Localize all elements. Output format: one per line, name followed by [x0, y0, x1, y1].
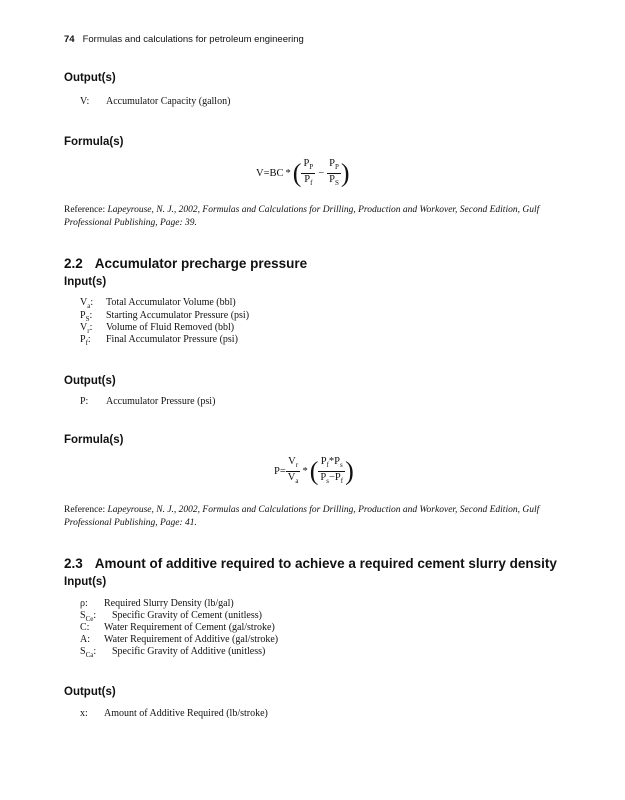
output-item — [80, 96, 230, 107]
input-item: ρ: Required Slurry Density (lb/gal) — [80, 598, 234, 609]
running-head — [64, 34, 304, 45]
output-item: P: Accumulator Pressure (psi) — [80, 396, 216, 407]
input-item: C: Water Requirement of Cement (gal/stroke) — [80, 622, 275, 633]
reference-2-2: Reference: Lapeyrouse, N. J., 2002, Formulas and Calculations for Drilling, Production and Workover, Second Edition, Gulf Professional Publishing, Page: 41. — [64, 505, 540, 528]
output-symbol: V: — [80, 96, 90, 107]
page-number: 74 — [64, 34, 75, 45]
input-item: A: Water Requirement of Additive (gal/stroke) — [80, 634, 279, 645]
book-title: Formulas and calculations for petroleum engineering — [82, 34, 304, 45]
input-item: $S_{Ce}$: Specific Gravity of Cement (unitless) — [80, 610, 262, 623]
input-item: $V_a$: Total Accumulator Volume (bbl) — [80, 297, 236, 310]
fraction: $\frac{P_P}{P_f}$ — [303, 158, 314, 188]
input-item: $S_{Ca}$: Specific Gravity of Additive (unitless) — [80, 646, 266, 659]
formula-accumulator-pressure: P= $\frac{V_r}{V_a}$ *( $\frac{P_f*P_s}{P_s-P_f}$ ) — [274, 456, 354, 486]
section-title-2-2: 2.2 Accumulator precharge pressure — [64, 256, 308, 271]
formula-heading-2-2: Formula(s) — [64, 434, 124, 446]
output-label: Accumulator Capacity (gallon) — [106, 96, 231, 107]
reference-prev: Reference: Lapeyrouse, N. J., 2002, Formulas and Calculations for Drilling, Production and Workover, Second Edition, Gulf Professional Publishing, Page: 39. — [64, 205, 540, 228]
input-item: $P_S$: Starting Accumulator Pressure (psi) — [80, 310, 250, 323]
fraction: $\frac{P_f*P_s}{P_s-P_f}$ — [320, 456, 344, 486]
output-heading-prev: Output(s) — [64, 72, 116, 84]
input-item: $P_f$: Final Accumulator Pressure (psi) — [80, 334, 238, 347]
fraction: $\frac{V_r}{V_a}$ — [287, 456, 299, 486]
formula-accumulator-capacity: V=BC *( $\frac{P_P}{P_f}$ − $\frac{P_P}{P_S}$ ) — [256, 158, 350, 188]
input-heading-2-3: Input(s) — [64, 576, 107, 588]
output-heading-2-2: Output(s) — [64, 375, 116, 387]
formula-heading-prev: Formula(s) — [64, 136, 124, 148]
input-item: $V_r$: Volume of Fluid Removed (bbl) — [80, 322, 235, 335]
output-heading-2-3: Output(s) — [64, 686, 116, 698]
fraction: $\frac{P_P}{P_S}$ — [329, 158, 339, 188]
input-heading-2-2: Input(s) — [64, 276, 107, 288]
output-item: x: Amount of Additive Required (lb/stroke) — [80, 708, 268, 719]
section-title-2-3: 2.3 Amount of additive required to achieve a required cement slurry density — [64, 556, 557, 571]
